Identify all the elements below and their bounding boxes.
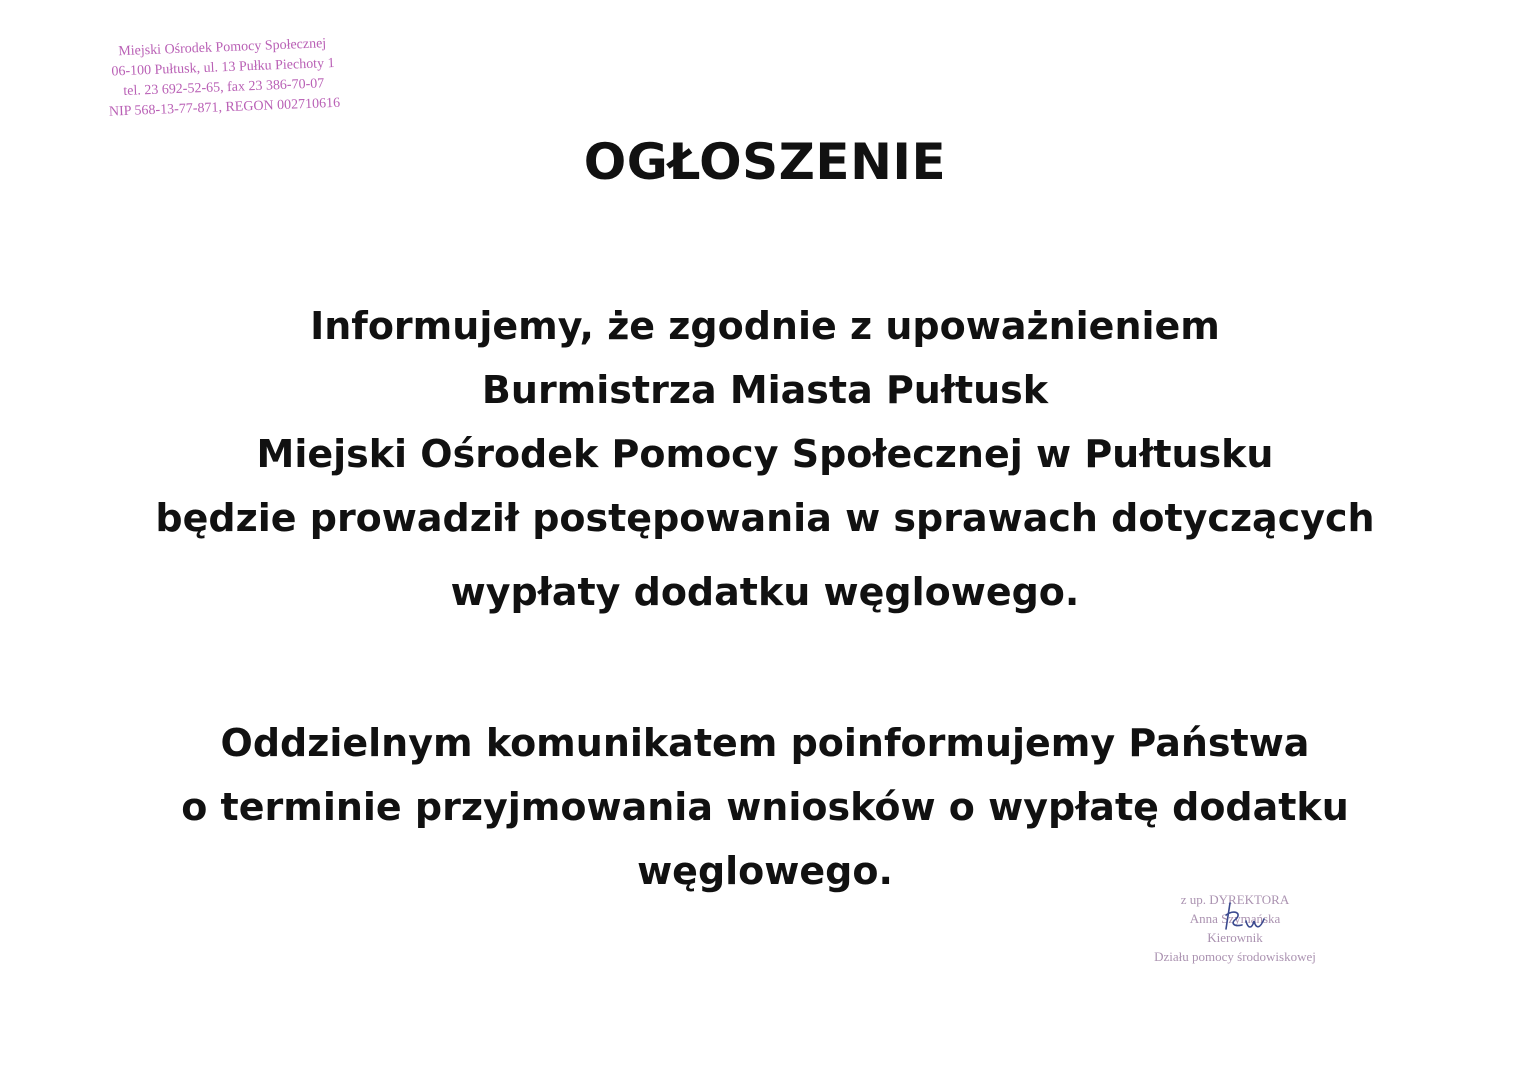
signature-stamp-line-3: Kierownik — [1207, 930, 1263, 945]
stamp-line-name: Miejski Ośrodek Pomocy Społecznej — [118, 36, 327, 60]
institution-stamp — [72, 32, 375, 123]
stamp-line-ids: NIP 568-13-77-871, REGON 002710616 — [108, 95, 341, 120]
paragraph-1-line-4: będzie prowadził postępowania w sprawach dotyczących — [155, 496, 1375, 540]
signature-stamp-line-2: Anna Szymańska — [1189, 911, 1281, 926]
paragraph-1-line-1: Informujemy, że zgodnie z upoważnieniem — [310, 304, 1220, 348]
document-title: OGŁOSZENIE — [583, 133, 947, 191]
signature-stamp-line-4: Działu pomocy środowiskowej — [1154, 949, 1316, 964]
announcement-paragraph-1 — [0, 294, 1530, 624]
stamp-line-phone: tel. 23 692-52-65, fax 23 386-70-07 — [123, 76, 325, 100]
paragraph-2-line-2: o terminie przyjmowania wniosków o wypłatę dodatku — [181, 785, 1349, 829]
paragraph-2-line-3: węglowego. — [637, 849, 893, 893]
paragraph-1-line-5: wypłaty dodatku węglowego. — [450, 570, 1080, 614]
handwritten-signature-icon — [1212, 895, 1282, 945]
paragraph-1-line-3: Miejski Ośrodek Pomocy Społecznej w Pułtusku — [256, 432, 1274, 476]
paragraph-2-line-1: Oddzielnym komunikatem poinformujemy Państwa — [220, 721, 1310, 765]
paragraph-1-line-2: Burmistrza Miasta Pułtusk — [481, 368, 1049, 412]
stamp-line-address: 06-100 Pułtusk, ul. 13 Pułku Piechoty 1 — [111, 55, 335, 80]
signature-stamp-line-1: z up. DYREKTORA — [1180, 892, 1290, 907]
announcement-paragraph-2 — [0, 711, 1530, 903]
